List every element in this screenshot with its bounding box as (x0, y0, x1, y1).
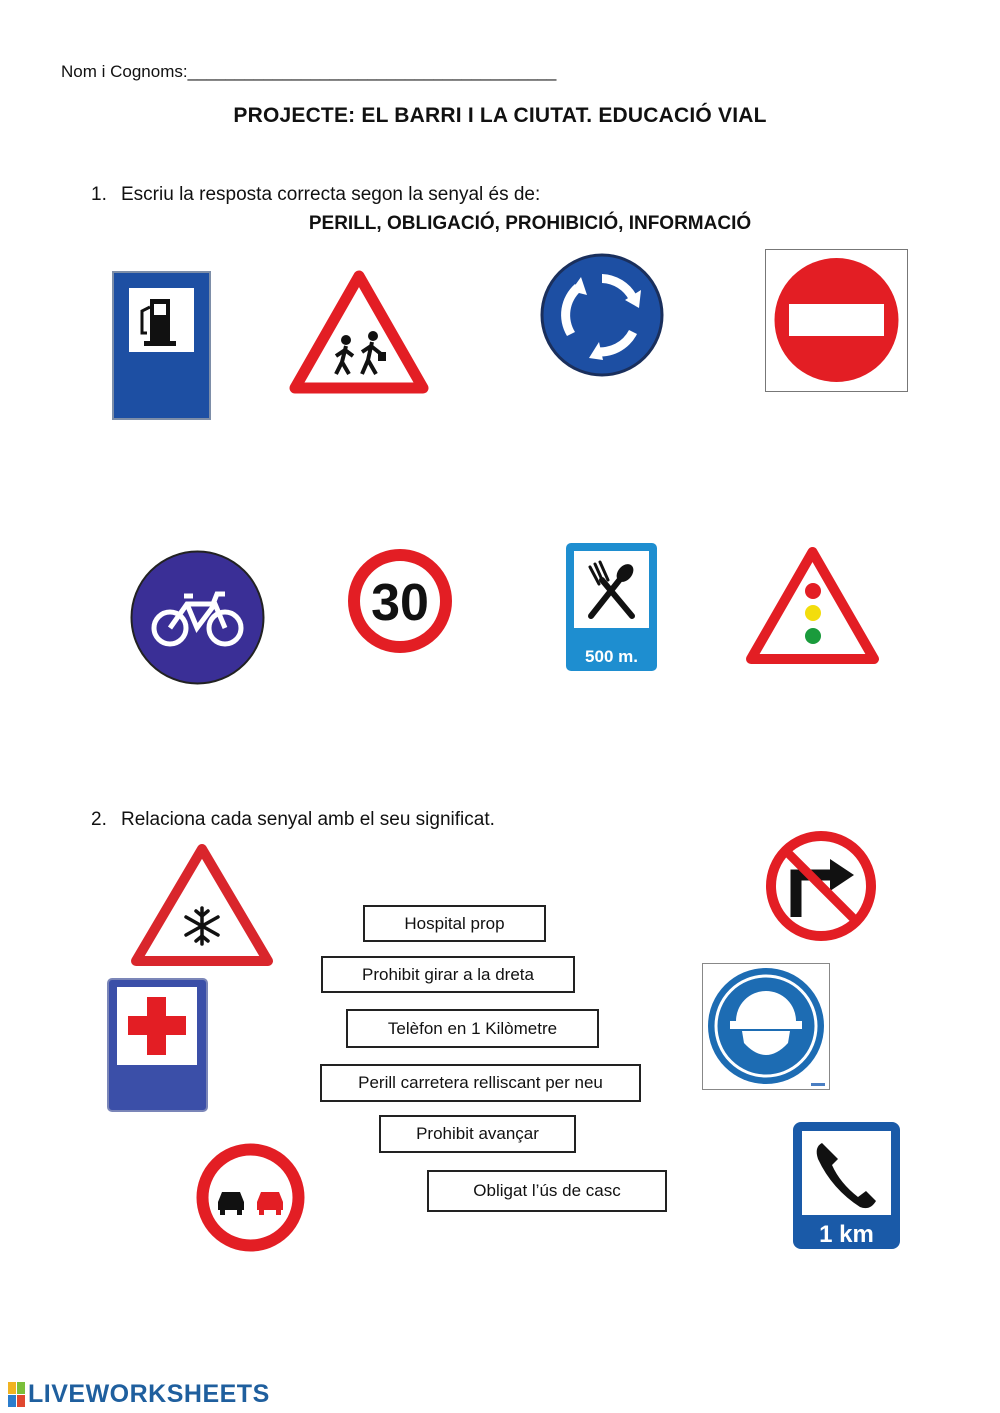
telephone-sign (792, 1121, 901, 1250)
liveworksheets-logo (8, 1380, 270, 1409)
traffic-light-sign (745, 545, 880, 667)
speed-limit-value: 30 (371, 574, 429, 632)
option-prohibit-girar-dreta[interactable]: Prohibit girar a la dreta (321, 956, 575, 993)
speed-limit-sign (346, 547, 454, 655)
question-2-text: Relaciona cada senyal amb el seu significat. (121, 809, 495, 830)
no-entry-sign (765, 249, 908, 392)
no-entry-icon (789, 304, 884, 336)
traffic-light-icon (805, 583, 821, 644)
question-1-text: Escriu la resposta correcta segon la senyal és de: (121, 184, 541, 205)
option-perill-neu[interactable]: Perill carretera relliscant per neu (320, 1064, 641, 1102)
phone-distance: 1 km (819, 1221, 874, 1248)
liveworksheets-logo-text: LIVEWORKSHEETS (28, 1380, 270, 1408)
option-telefon-1-km[interactable]: Telèfon en 1 Kilòmetre (346, 1009, 599, 1048)
name-field-label: Nom i Cognoms:_______________________________________ (61, 62, 557, 81)
option-obligat-casc[interactable]: Obligat l’ús de casc (427, 1170, 667, 1212)
liveworksheets-logo-icon (8, 1382, 25, 1407)
children-crossing-sign (289, 270, 429, 394)
hospital-sign (106, 977, 209, 1113)
option-prohibit-avancar[interactable]: Prohibit avançar (379, 1115, 576, 1153)
snow-danger-sign (130, 843, 274, 969)
question-1-number: 1. (91, 184, 107, 205)
sign-categories: PERILL, OBLIGACIÓ, PROHIBICIÓ, INFORMACIÓ (308, 213, 752, 234)
no-right-turn-sign (764, 829, 878, 943)
no-overtaking-sign (195, 1142, 306, 1253)
page-title: PROJECTE: EL BARRI I LA CIUTAT. EDUCACIÓ VIAL (233, 104, 767, 127)
question-2 (91, 809, 495, 831)
fuel-station-sign (112, 271, 211, 420)
option-hospital-prop[interactable]: Hospital prop (363, 905, 546, 942)
question-1 (91, 184, 540, 206)
roundabout-sign (537, 250, 667, 380)
restaurant-distance: 500 m. (585, 647, 638, 666)
cycle-lane-sign (129, 548, 266, 687)
restaurant-sign (565, 542, 658, 672)
helmet-required-sign (702, 963, 830, 1090)
question-2-number: 2. (91, 809, 107, 830)
